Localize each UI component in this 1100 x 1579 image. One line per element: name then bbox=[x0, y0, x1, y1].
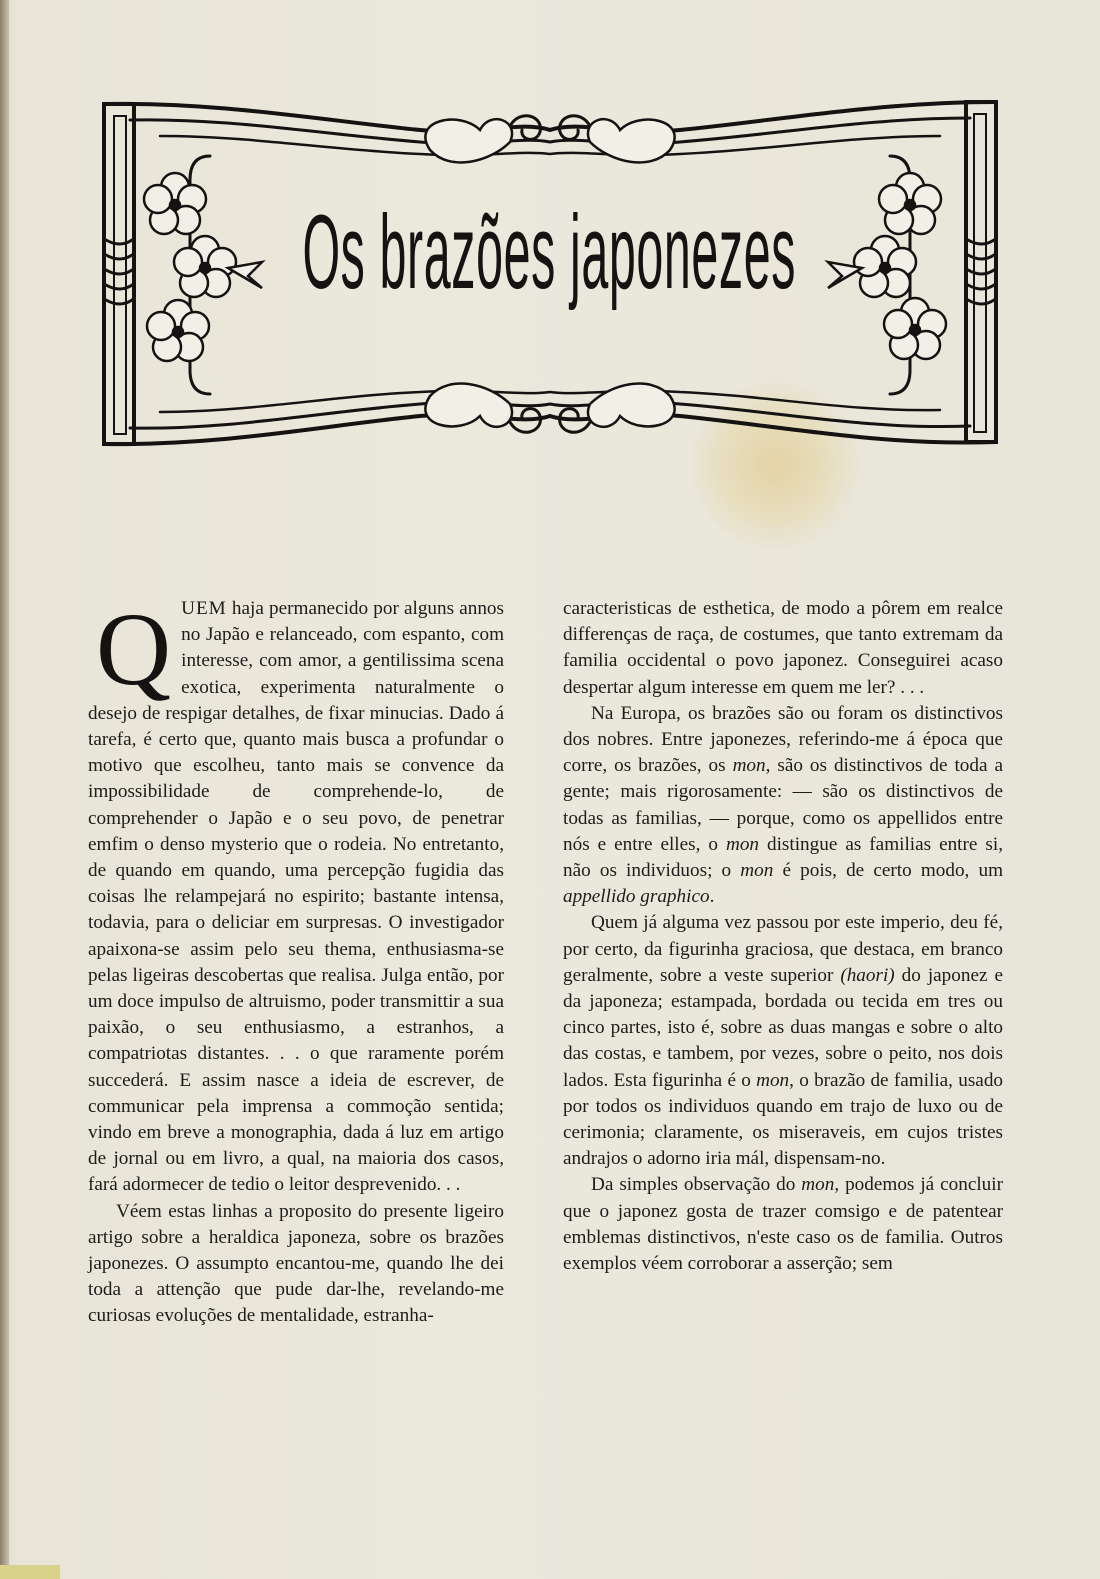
text-run: . bbox=[709, 886, 715, 908]
page-tab-marker bbox=[0, 1565, 60, 1579]
text-column-left bbox=[88, 592, 504, 1330]
drop-cap: Q bbox=[96, 592, 172, 707]
first-word-rest: UEM bbox=[181, 598, 227, 619]
paragraph-5 bbox=[563, 910, 1003, 1172]
article-title: Os brazões japonezes bbox=[302, 192, 797, 312]
italic-term: mon bbox=[732, 755, 766, 777]
text-run: Da simples observação do bbox=[591, 1174, 802, 1196]
italic-term: mon bbox=[756, 1069, 790, 1091]
text-run: Na Europa, os brazões são ou foram os distinctivos dos nobres. Entre japonezes, referindo-me á época que corre, os brazões, os bbox=[563, 702, 1003, 777]
paragraph-1 bbox=[88, 592, 504, 1199]
italic-term: (haori) bbox=[840, 964, 895, 986]
text-run: distingue as familias entre si, não os individuos; o bbox=[563, 833, 1003, 882]
paragraph-6 bbox=[563, 1172, 1003, 1277]
text-run: Quem já alguma vez passou por este imperio, deu fé, por certo, da figurinha graciosa, que destaca, em branco geralmente, sobre a veste superior bbox=[563, 912, 1003, 986]
paragraph-4 bbox=[563, 701, 1003, 911]
italic-term: mon bbox=[801, 1174, 835, 1196]
italic-term: mon bbox=[725, 833, 760, 855]
text-run: , o brazão de familia, usado por todos os individuos quando em trajo de luxo ou de cerimonia; claramente, os miseraveis, em cujos tristes andrajos o adorno iria mál, dispensam-no. bbox=[563, 1069, 1004, 1170]
italic-term: appellido graphico bbox=[563, 886, 710, 908]
text-run: , são os distinctivos de toda a gente; mais rigorosamente: — são os distinctivos de todas as familias, — porque, como os appellidos entre nós e entre elles, o bbox=[563, 755, 1003, 855]
paragraph-1-text: haja permanecido por alguns annos no Japão e relanceado, com espanto, com interesse, com amor, a gentilissima scena exotica, experimenta naturalmente o desejo de respigar detalhes, de fixar minucias. Dado á tarefa, é certo que, quanto mais busca a profundar o motivo que escolheu, tanto mais se convence da impossibilidade de comprehende-lo, de comprehender o Japão e o seu povo, de penetrar emfim o denso mysterio que o rodeia. No entretanto, de quando em quando, uma percepção fugidia das coisas lhe relampejará no espirito; bastante intensa, todavia, para o deliciar em surpresas. O investigador apaixona-se assim pelo seu thema, enthusiasma-se pelas ligeiras descobertas que realisa. Julga então, por um doce impulso de altruismo, poder transmittir a sua paixão, o seu enthusiasmo, a estranhos, a compatriotas distantes. . . o que raramente porém succederá. E assim nasce a ideia de escrever, de communicar pela imprensa a commoção sentida; vindo em breve a monographia, dada á luz em artigo de jornal ou em livro, a qual, na maioria dos casos, fará adormecer de tedio o leitor desprevenido. . . bbox=[88, 598, 504, 1196]
text-column-right bbox=[563, 596, 1003, 1277]
page-binding-edge bbox=[0, 0, 9, 1579]
paragraph-2: Véem estas linhas a proposito do presente ligeiro artigo sobre a heraldica japoneza, sobre os brazões japonezes. O assumpto encantou-me, quando lhe dei toda a attenção que pude dar-lhe, revelando-me curiosas evoluções de mentalidade, estranha- bbox=[88, 1200, 504, 1327]
text-run: , podemos já concluir que o japonez gosta de trazer comsigo e de patentear emblemas distinctivos, n'este caso os de familia. Outros exemplos véem corroborar a asserção; sem bbox=[563, 1174, 1003, 1275]
italic-term: mon bbox=[740, 860, 774, 882]
text-run: é pois, de certo modo, um bbox=[773, 860, 1003, 882]
paragraph-3: caracteristicas de esthetica, de modo a pôrem em realce differenças de raça, de costumes, que tanto extremam da familia occidental o povo japonez. Conseguirei acaso despertar algum interesse em quem me ler? . . . bbox=[563, 598, 1003, 698]
text-run: do japonez e da japoneza; estampada, bordada ou tecida em tres ou cinco partes, isto é, sobre as duas mangas e sobre o alto das costas, e tambem, por vezes, sobre o peito, nos dois lados. Esta figurinha é o bbox=[563, 964, 1003, 1091]
